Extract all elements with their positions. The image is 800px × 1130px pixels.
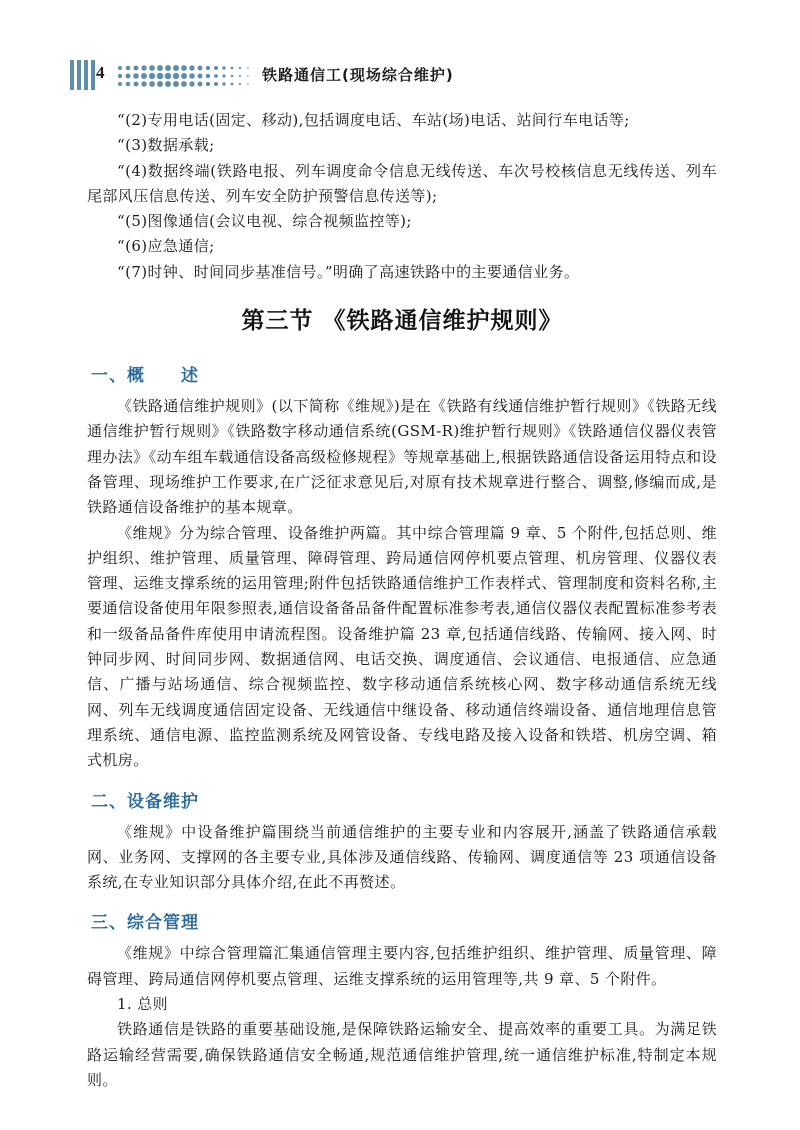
equipment-maintenance-paragraph: 《维规》中设备维护篇围绕当前通信维护的主要专业和内容展开,涵盖了铁路通信承载网、业务网、支撑网的各主要专业,具体涉及通信线路、传输网、调度通信等 23 项通信设备系统,在专业知识部分具体介绍,在此不再赘述。 (87, 822, 717, 892)
page-body (87, 108, 717, 1093)
quote-line-7: “(7)时钟、时间同步基准信号。”明确了高速铁路中的主要通信业务。 (117, 262, 580, 281)
decorative-dots-icon (116, 62, 254, 90)
overview-paragraph-1: 《铁路通信维护规则》(以下简称《维规》)是在《铁路有线通信维护暂行规则》《铁路无线通信维护暂行规则》《铁路数字移动通信系统(GSM-R)维护暂行规则》《铁路通信仪器仪表管理办法》《动车组车载通信设备高级检修规程》等规章基础上,根据铁路通信设备运用特点和设备管理、现场维护工作要求,在广泛征求意见后,对原有技术规章进行整合、调整,修编而成,是铁路通信设备维护的基本规章。 (87, 397, 717, 517)
general-rules-label: 1. 总则 (117, 995, 169, 1014)
header-accent-bars (70, 60, 95, 90)
quote-line-5: “(5)图像通信(会议电视、综合视频监控等); (117, 212, 412, 231)
quote-line-4: “(4)数据终端(铁路电报、列车调度命令信息无线传送、车次号校核信息无线传送、列车尾部风压信息传送、列车安全防护预警信息传送等); (87, 161, 717, 205)
running-title: 铁路通信工(现场综合维护) (262, 66, 454, 84)
running-header (70, 60, 730, 92)
section-title: 第三节 《铁路通信维护规则》 (241, 308, 563, 335)
general-management-paragraph: 《维规》中综合管理篇汇集通信管理主要内容,包括维护组织、维护管理、质量管理、障碍管理、跨局通信网停机要点管理、运维支撑系统的运用管理等,共 9 章、5 个附件。 (87, 944, 717, 988)
heading-equipment-maintenance: 二、设备维护 (91, 791, 199, 812)
heading-overview: 一、概 述 (91, 366, 199, 387)
heading-general-management: 三、综合管理 (91, 913, 199, 934)
overview-paragraph-2: 《维规》分为综合管理、设备维护两篇。其中综合管理篇 9 章、5 个附件,包括总则、维护组织、维护管理、质量管理、障碍管理、跨局通信网停机要点管理、机房管理、仪器仪表管理、运维支撑系统的运用管理;附件包括铁路通信维护工作表样式、管理制度和资料名称,主要通信设备使用年限参照表,通信设备备品备件配置标准参考表,通信仪器仪表配置标准参考表和一级备品备件库使用申请流程图。设备维护篇 23 章,包括通信线路、传输网、接入网、时钟同步网、时间同步网、数据通信网、电话交换、调度通信、会议通信、电报通信、应急通信、广播与站场通信、综合视频监控、数字移动通信系统核心网、数字移动通信系统无线网、列车无线调度通信固定设备、无线通信中继设备、移动通信终端设备、通信地理信息管理系统、通信电源、监控监测系统及网管设备、专线电路及接入设备和铁塔、机房空调、箱式机房。 (87, 523, 717, 770)
general-rules-paragraph: 铁路通信是铁路的重要基础设施,是保障铁路运输安全、提高效率的重要工具。为满足铁路运输经营需要,确保铁路通信安全畅通,规范通信维护管理,统一通信维护标准,特制定本规则。 (87, 1020, 717, 1089)
quote-line-2: “(2)专用电话(固定、移动),包括调度电话、车站(场)电话、站间行车电话等; (117, 111, 630, 129)
page-number: 4 (96, 63, 105, 82)
quote-line-6: “(6)应急通信; (117, 237, 215, 256)
quote-line-3: “(3)数据承载; (117, 136, 215, 155)
